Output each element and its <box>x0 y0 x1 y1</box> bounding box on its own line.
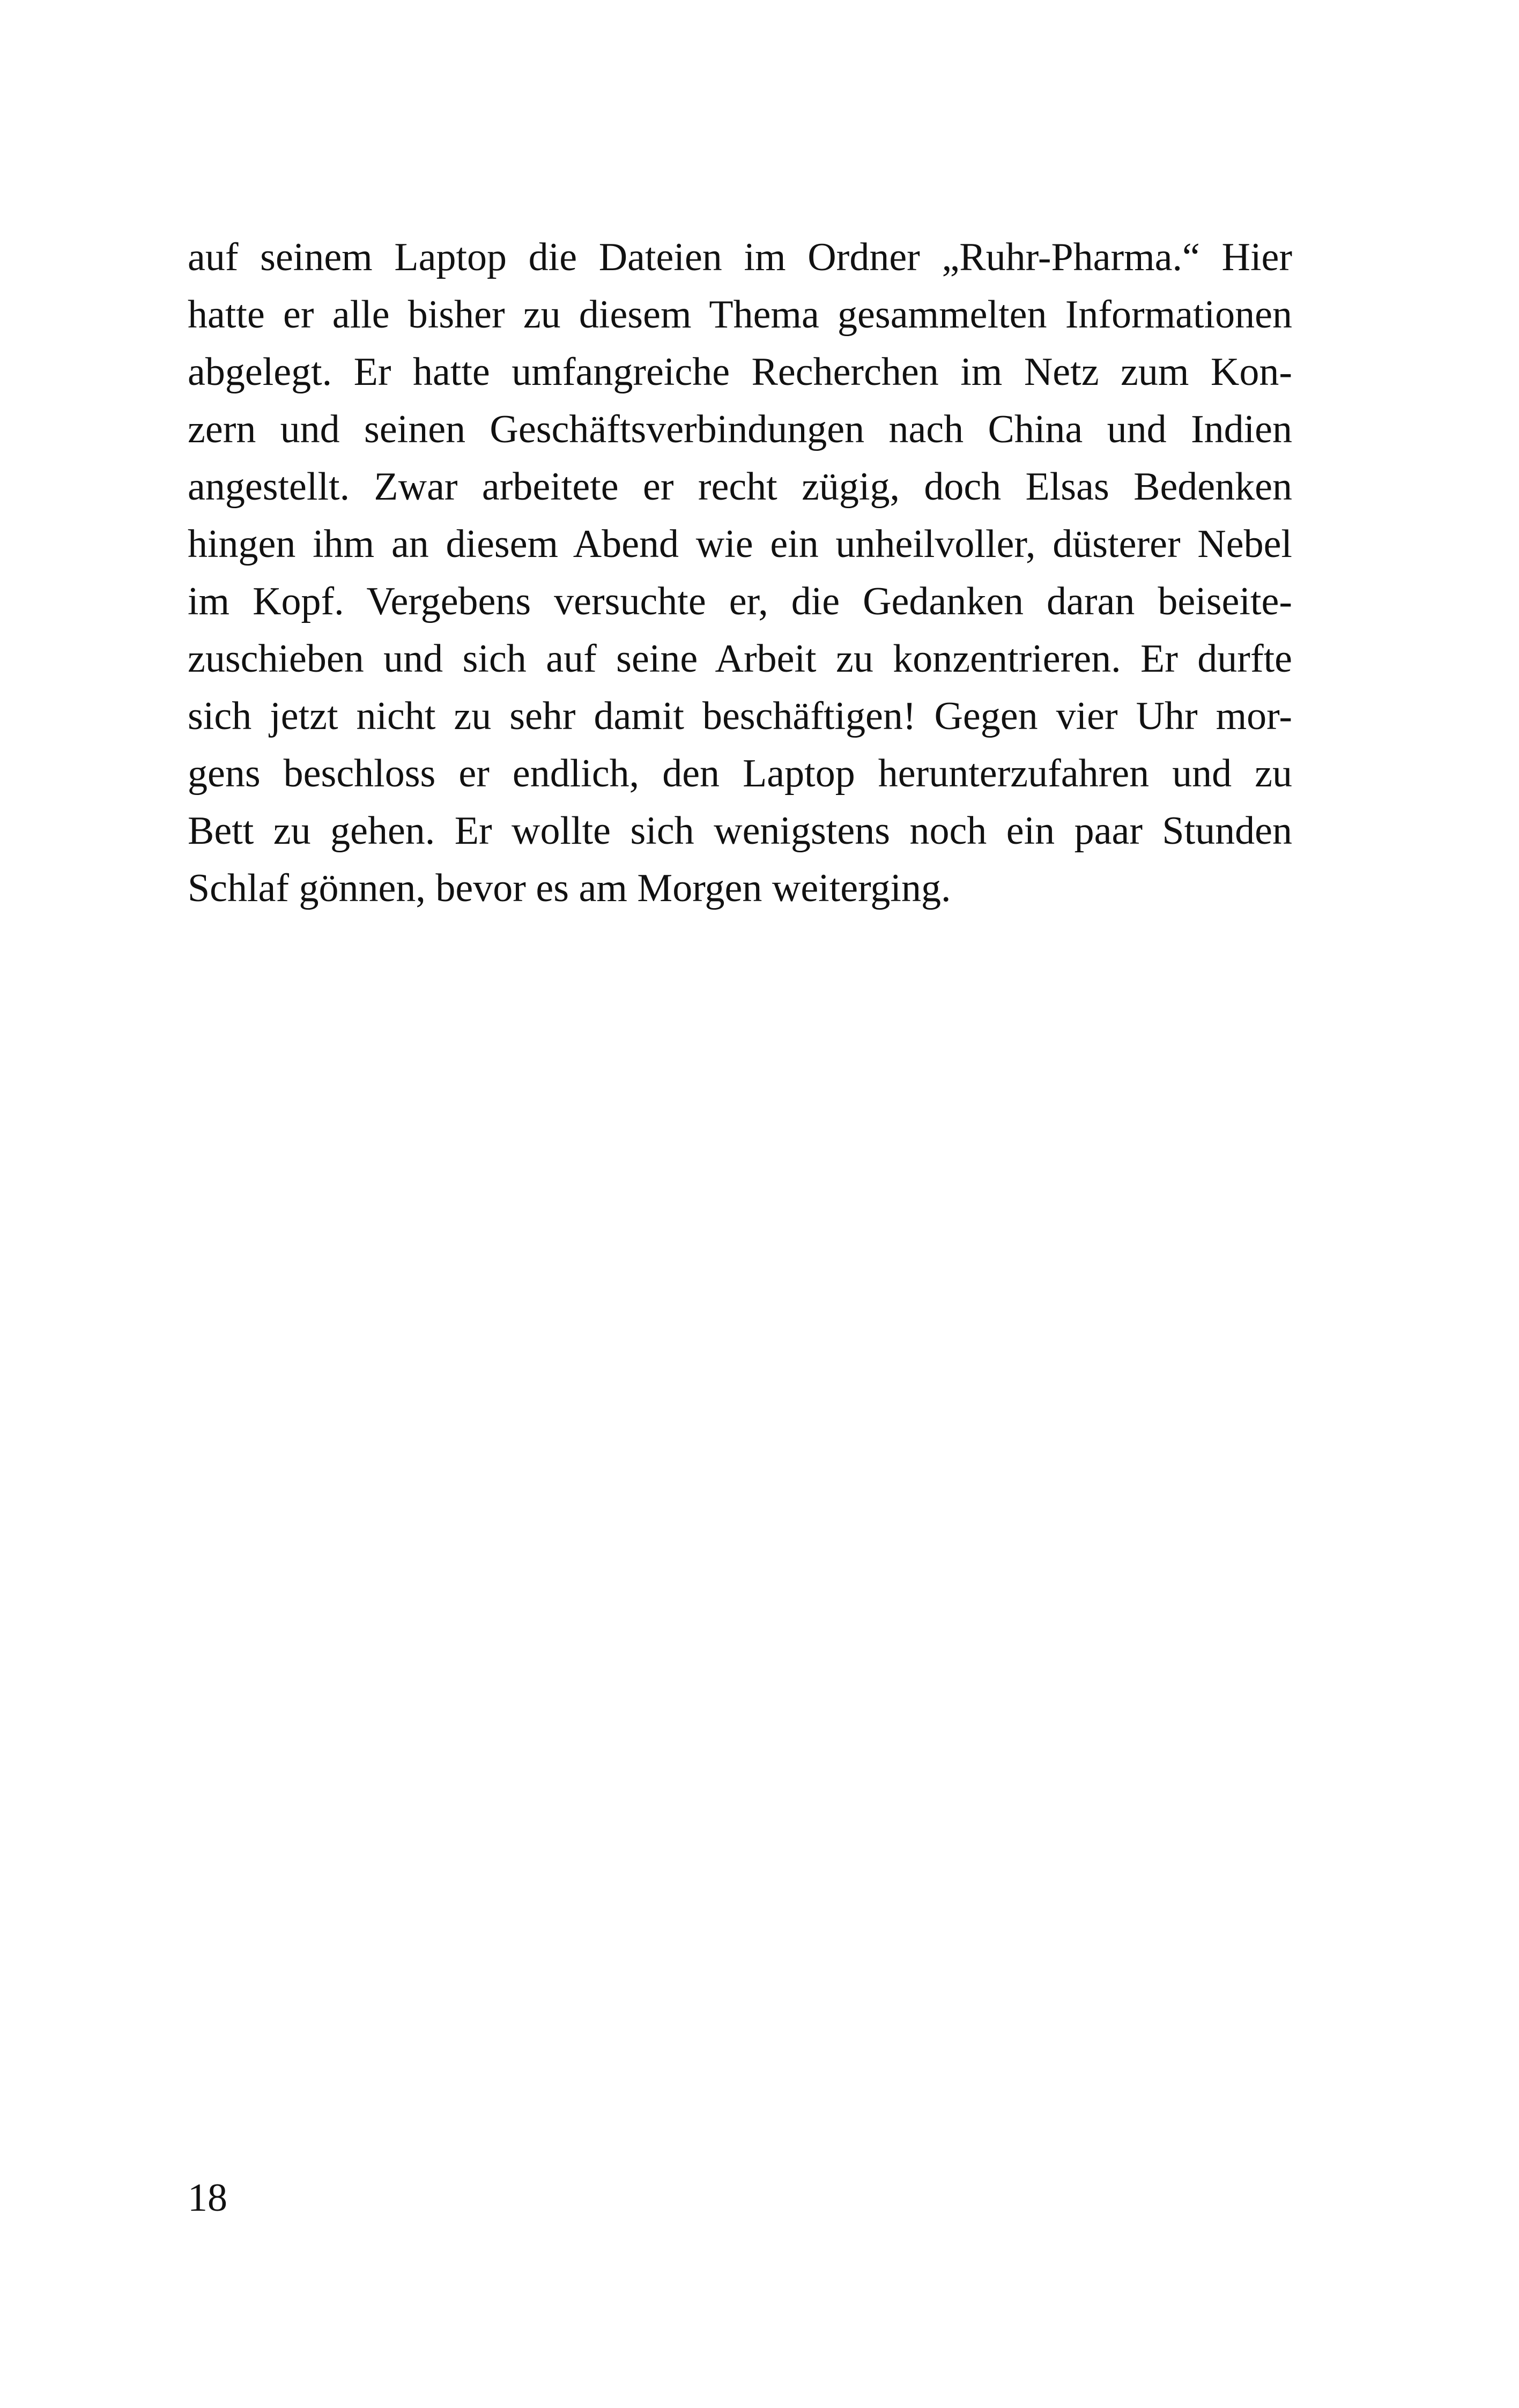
text-line: angestellt. Zwar arbeitete er recht zügig, doch Elsas Bedenken <box>188 465 1292 509</box>
text-line: zern und seinen Geschäftsverbindungen nach China und Indien <box>188 407 1292 451</box>
text-line: zuschieben und sich auf seine Arbeit zu konzentrieren. Er durfte <box>188 637 1292 681</box>
page-number: 18 <box>188 2176 227 2220</box>
text-line: Bett zu gehen. Er wollte sich wenigstens noch ein paar Stunden <box>188 809 1292 853</box>
text-line: im Kopf. Vergebens versuchte er, die Gedanken daran beiseite- <box>188 579 1292 623</box>
body-paragraph <box>188 229 1292 917</box>
text-line: gens beschloss er endlich, den Laptop herunterzufahren und zu <box>188 752 1292 796</box>
text-line: hingen ihm an diesem Abend wie ein unheilvoller, düsterer Nebel <box>188 522 1292 566</box>
text-line: Schlaf gönnen, bevor es am Morgen weiterging. <box>188 866 951 910</box>
text-line: abgelegt. Er hatte umfangreiche Recherchen im Netz zum Kon- <box>188 350 1292 394</box>
text-line: auf seinem Laptop die Dateien im Ordner „Ruhr-Pharma.“ Hier <box>188 235 1292 279</box>
text-line: sich jetzt nicht zu sehr damit beschäftigen! Gegen vier Uhr mor- <box>188 694 1292 738</box>
text-line: hatte er alle bisher zu diesem Thema gesammelten Informationen <box>188 293 1292 337</box>
